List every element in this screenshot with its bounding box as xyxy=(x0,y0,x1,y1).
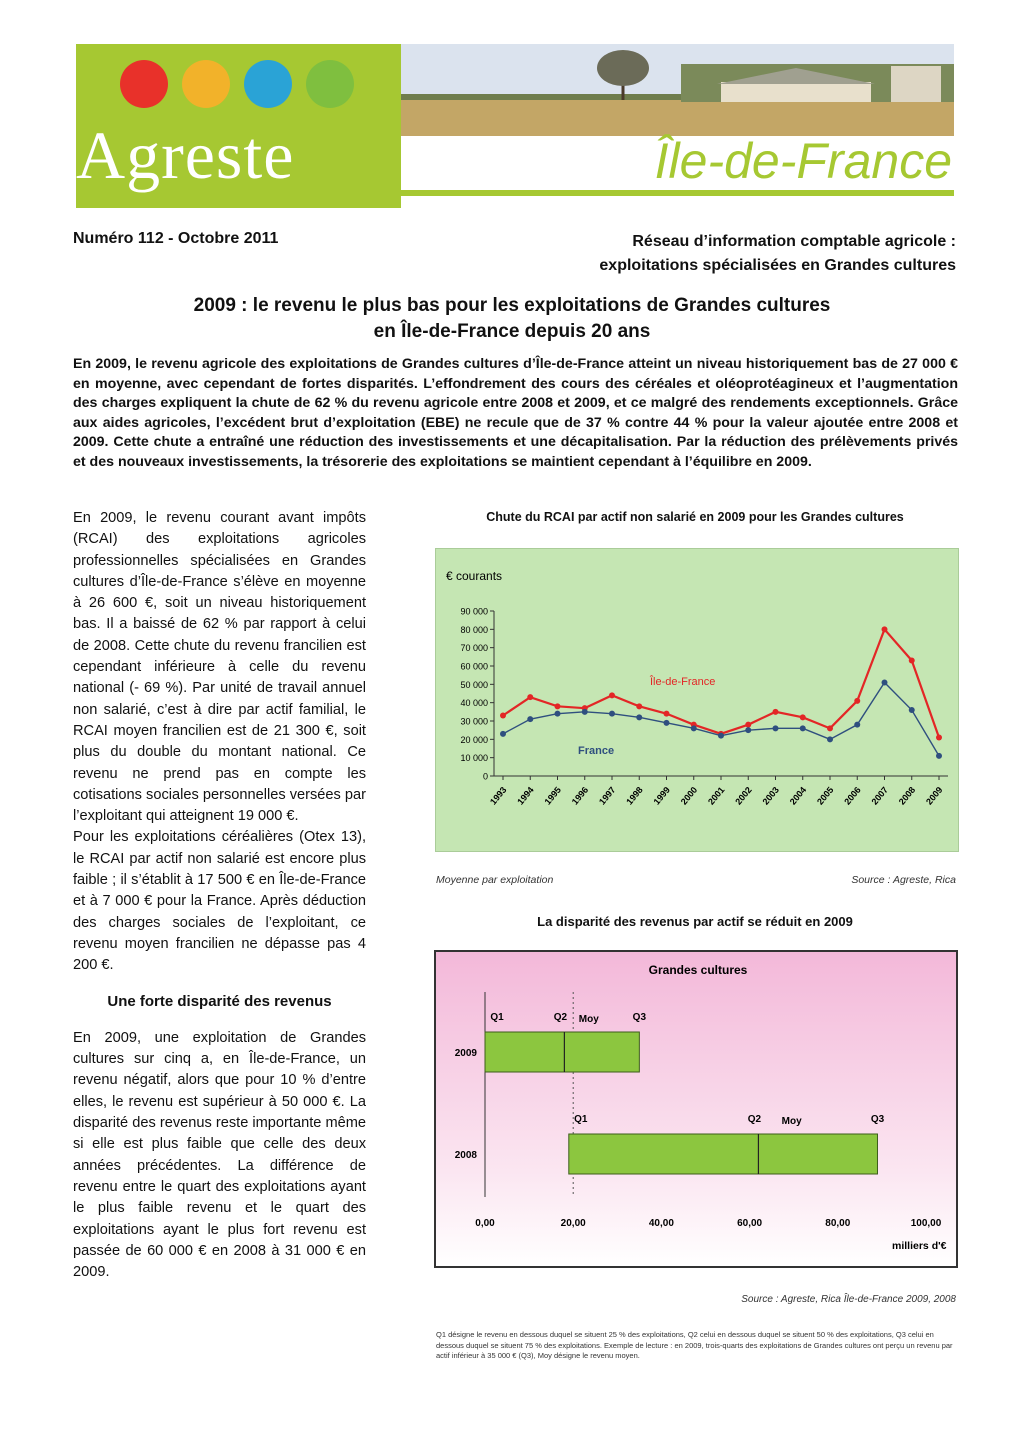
q2-label: Q2 xyxy=(553,1012,568,1023)
line-chart xyxy=(436,549,958,851)
series-line-1: Réseau d’information comptable agricole : xyxy=(632,233,956,250)
x-tick-label: 2007 xyxy=(869,784,891,807)
data-point xyxy=(909,707,915,713)
data-point xyxy=(745,722,751,728)
quartile-bar-chart xyxy=(436,952,956,1266)
q3-label: Q3 xyxy=(632,1012,647,1023)
data-point xyxy=(800,725,806,731)
y-tick-label: 60 000 xyxy=(460,661,488,672)
chart1-title: Chute du RCAI par actif non salarié en 2009 pour les Grandes cultures xyxy=(486,510,904,524)
x-tick-label: 2001 xyxy=(705,784,727,807)
body-column xyxy=(73,508,366,1283)
logo-block xyxy=(76,44,401,208)
section-heading: Une forte disparité des revenus xyxy=(107,992,332,1010)
data-point xyxy=(636,714,642,720)
chart1-frame xyxy=(435,548,959,852)
row-label: 2009 xyxy=(454,1048,477,1059)
quartile-bar xyxy=(569,1134,878,1174)
data-point xyxy=(882,626,888,632)
y-tick-label: 40 000 xyxy=(460,698,488,709)
data-point xyxy=(664,720,670,726)
q3-label: Q3 xyxy=(870,1114,885,1125)
y-axis-label: € courants xyxy=(446,569,503,583)
data-point xyxy=(636,703,642,709)
data-point xyxy=(609,711,615,717)
data-point xyxy=(854,722,860,728)
chart1-note-left: Moyenne par exploitation xyxy=(436,874,554,886)
issue-number: Numéro 112 - Octobre 2011 xyxy=(73,230,279,247)
data-point xyxy=(582,709,588,715)
chart2-subtitle: Grandes cultures xyxy=(648,963,748,977)
data-point xyxy=(800,714,806,720)
y-tick-label: 0 xyxy=(482,771,488,782)
data-point xyxy=(527,716,533,722)
header-rule xyxy=(401,190,954,196)
data-point xyxy=(555,703,561,709)
data-point xyxy=(691,725,697,731)
x-tick-label: 2003 xyxy=(760,784,782,807)
region-title: Île-de-France xyxy=(654,133,952,189)
data-point xyxy=(555,711,561,717)
x-tick-label: 0,00 xyxy=(475,1218,495,1229)
x-tick-label: 20,00 xyxy=(560,1218,586,1229)
x-tick-label: 1996 xyxy=(569,784,591,807)
x-tick-label: 2000 xyxy=(678,784,700,807)
x-tick-label: 1993 xyxy=(487,784,509,807)
q1-label: Q1 xyxy=(574,1114,588,1125)
x-tick-label: 80,00 xyxy=(825,1218,851,1229)
y-tick-label: 90 000 xyxy=(460,606,488,617)
q2-label: Q2 xyxy=(747,1114,762,1125)
series-line-2: exploitations spécialisées en Grandes cultures xyxy=(599,257,956,274)
row-label: 2008 xyxy=(454,1150,477,1161)
chart2-frame xyxy=(434,950,958,1268)
data-point xyxy=(827,736,833,742)
data-point xyxy=(718,733,724,739)
series-line-ile-de-france xyxy=(503,629,939,737)
orange-dot-icon xyxy=(182,60,230,108)
x-tick-label: 1998 xyxy=(624,784,645,807)
y-tick-label: 20 000 xyxy=(460,734,488,745)
data-point xyxy=(936,735,942,741)
x-tick-label: 1999 xyxy=(651,784,673,807)
y-tick-label: 10 000 xyxy=(460,753,488,764)
green-dot-icon xyxy=(306,60,354,108)
series-line-france xyxy=(503,683,939,756)
paragraph-1: En 2009, le revenu courant avant impôts (RCAI) des exploitations agricoles professionnelles spécialisées en Grandes cultures d’Île-de-France s’élève en moyenne à 26 600 €, soit un niveau historiquement bas. Il a baissé de 62 % par rapport à celui de 2008. Cette chute du revenu francilien est cependant inférieure à celle du revenu national (- 69 %). Par unité de travail annuel non salarié, c’est à dire par actif familial, le RCAI moyen francilien est de 21 300 €, soit plus du double du montant national. Ce revenu ne prend pas en compte les cotisations sociales personnelles versées par l’exploitant qui atteignent 19 000 €. xyxy=(73,510,366,825)
red-dot-icon xyxy=(120,60,168,108)
title-line-2: en Île-de-France depuis 20 ans xyxy=(373,321,651,342)
title-line-1: 2009 : le revenu le plus bas pour les exploitations de Grandes cultures xyxy=(193,295,831,316)
x-tick-label: 2002 xyxy=(733,784,754,807)
x-tick-label: 1995 xyxy=(542,784,564,807)
landscape-illustration xyxy=(401,44,954,136)
x-tick-label: 100,00 xyxy=(910,1218,942,1229)
chart2-source: Source : Agreste, Rica Île-de-France 2009, 2008 xyxy=(741,1294,956,1305)
data-point xyxy=(773,725,779,731)
x-tick-label: 1994 xyxy=(515,784,536,807)
x-tick-label: 40,00 xyxy=(648,1218,674,1229)
y-tick-label: 70 000 xyxy=(460,643,488,654)
blue-dot-icon xyxy=(244,60,292,108)
chart2-footnote: Q1 désigne le revenu en dessous duquel se situent 25 % des exploitations, Q2 celui en dessous duquel se situent 50 % des exploitations, Q3 celui en dessous duquel se situent 75 % des exploitations. Exemple de lecture : en 2009, trois-quarts des exploitations de Grandes cultures ont perçu un revenu par actif inférieur à 35 000 € (Q3), Moy désigne le revenu moyen. xyxy=(436,1330,953,1360)
x-tick-label: 2005 xyxy=(814,784,836,807)
data-point xyxy=(882,680,888,686)
data-point xyxy=(500,731,506,737)
data-point xyxy=(609,692,615,698)
paragraph-3: En 2009, une exploitation de Grandes cultures sur cinq a, en Île-de-France, un revenu négatif, alors que pour 10 % d’entre elles, le revenu est supérieur à 50 000 €. La disparité des revenus reste importante même si elle est plus faible que celle des deux années précédentes. La différence de revenu entre le quart des exploitations ayant le plus faible revenu et le quart des exploitations ayant le plus fort revenu est passée de 60 000 € en 2008 à 31 000 € en 2009. xyxy=(73,1029,366,1281)
data-point xyxy=(827,725,833,731)
data-point xyxy=(773,709,779,715)
chart2-title: La disparité des revenus par actif se réduit en 2009 xyxy=(537,914,853,929)
landscape-photo xyxy=(401,44,954,136)
x-tick-label: 2009 xyxy=(923,784,945,807)
moy-label: Moy xyxy=(578,1014,599,1025)
data-point xyxy=(500,713,506,719)
x-tick-label: 2008 xyxy=(896,784,918,807)
x-axis-label: milliers d'€ xyxy=(892,1240,947,1252)
y-tick-label: 30 000 xyxy=(460,716,488,727)
chart1-notes xyxy=(436,874,956,886)
masthead xyxy=(76,44,954,208)
data-point xyxy=(936,753,942,759)
logo-wordmark: Agreste xyxy=(76,117,295,193)
y-tick-label: 50 000 xyxy=(460,679,488,690)
y-tick-label: 80 000 xyxy=(460,624,488,635)
moy-label: Moy xyxy=(781,1116,802,1127)
series-label-ile-de-france: Île-de-France xyxy=(650,676,716,688)
lead-paragraph: En 2009, le revenu agricole des exploitations de Grandes cultures d’Île-de-France atteint un niveau historiquement bas de 27 000 € en moyenne, avec cependant de fortes disparités. L’effondrement des cours des céréales et oléoprotéagineux et l’augmentation des charges expliquent la chute de 62 % du revenu agricole entre 2008 et 2009, et ce malgré des rendements exceptionnels. Grâce aux aides agricoles, l’excédent brut d’exploitation (EBE) ne recule que de 37 % contre 44 % pour la valeur ajoutée entre 2008 et 2009. Cette chute a entraîné une réduction des investissements et une décapitalisation. Par la réduction des prélèvements privés et des nouveaux investissements, la trésorerie des exploitations se maintient cependant à l’équilibre en 2009. xyxy=(73,356,958,470)
paragraph-2: Pour les exploitations céréalières (Otex 13), le RCAI par actif non salarié est encore plus faible ; il s’établit à 17 500 € en Île-de-France et à 7 000 € pour la France. Après déduction des charges sociales de l’exploitant, ce revenu moyen francilien ne dépasse pas 4 200 €. xyxy=(73,829,366,974)
q1-label: Q1 xyxy=(490,1012,504,1023)
data-point xyxy=(909,658,915,664)
data-point xyxy=(745,727,751,733)
data-point xyxy=(527,694,533,700)
x-tick-label: 60,00 xyxy=(737,1218,763,1229)
quartile-bar xyxy=(485,1032,639,1072)
data-point xyxy=(664,711,670,717)
x-tick-label: 1997 xyxy=(596,784,618,807)
x-tick-label: 2006 xyxy=(842,784,863,807)
page-title xyxy=(100,293,924,345)
series-label-france: France xyxy=(578,745,615,757)
x-tick-label: 2004 xyxy=(787,784,809,807)
series-title xyxy=(520,230,956,278)
data-point xyxy=(854,698,860,704)
chart1-note-right: Source : Agreste, Rica xyxy=(851,874,956,886)
